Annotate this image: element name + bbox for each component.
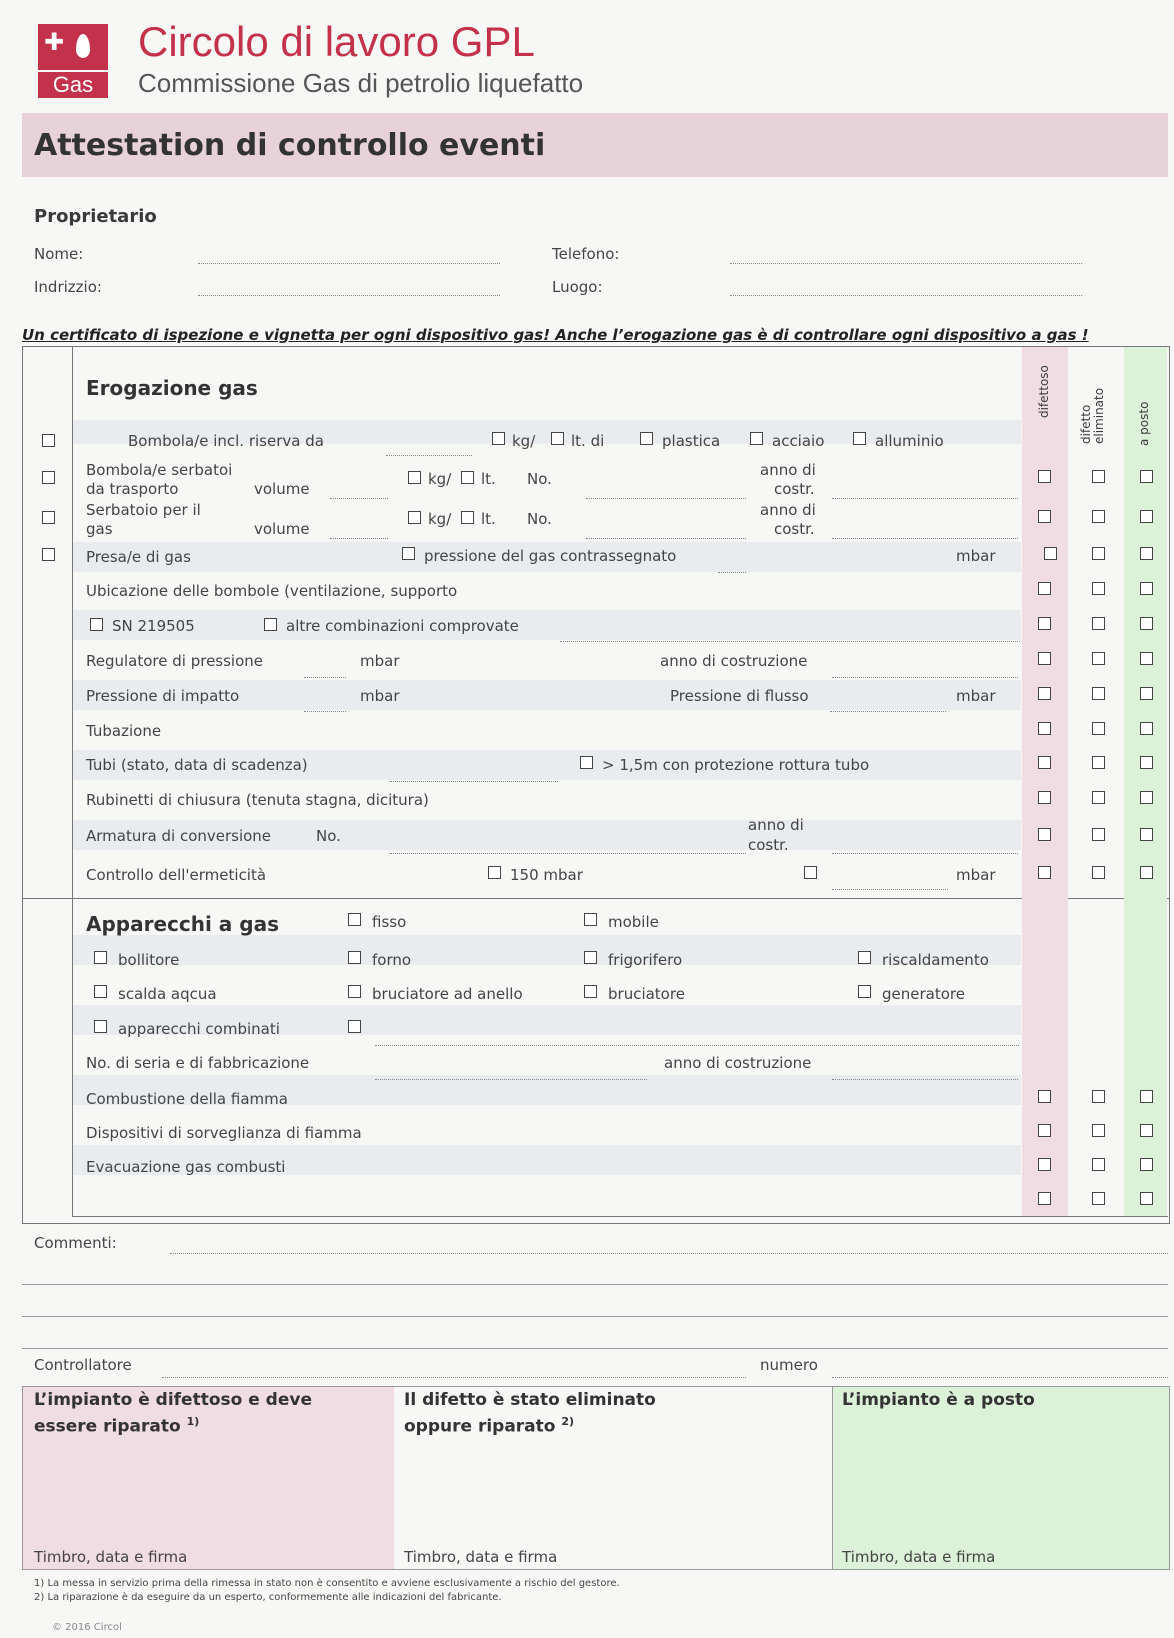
device-checkbox[interactable] <box>94 1020 107 1033</box>
brand-logo <box>38 24 108 98</box>
volume-field[interactable] <box>330 497 388 499</box>
eliminated-checkbox[interactable] <box>1092 687 1105 700</box>
signature-title-ok: L’impianto è a posto <box>842 1390 1035 1410</box>
other-combos-label: altre combinazioni comprovate <box>286 617 519 635</box>
number-label: numero <box>760 1356 818 1374</box>
defective-checkbox[interactable] <box>1038 1090 1051 1103</box>
phone-label: Telefono: <box>552 245 620 263</box>
year-label: anno di costruzione <box>660 652 808 670</box>
device-checkbox[interactable] <box>584 951 597 964</box>
year-label: anno di costruzione <box>664 1054 812 1072</box>
ok-checkbox[interactable] <box>1140 510 1153 523</box>
kg-checkbox[interactable] <box>408 511 421 524</box>
row-band <box>73 935 1021 965</box>
name-label: Nome: <box>34 245 84 263</box>
serbatoio-label-2: gas <box>86 520 113 538</box>
device-label: bruciatore ad anello <box>372 985 523 1003</box>
defective-checkbox[interactable] <box>1038 687 1051 700</box>
other-combos-field[interactable] <box>560 640 1020 642</box>
eliminated-checkbox[interactable] <box>1092 510 1105 523</box>
ok-checkbox[interactable] <box>1140 828 1153 841</box>
eliminated-checkbox[interactable] <box>1092 722 1105 735</box>
other-device-checkbox[interactable] <box>348 1020 361 1033</box>
defective-checkbox[interactable] <box>1038 756 1051 769</box>
footnote-ref: 2) <box>561 1415 575 1428</box>
plastica-checkbox[interactable] <box>640 432 653 445</box>
eliminated-checkbox[interactable] <box>1092 1090 1105 1103</box>
regolatore-label: Regulatore di pressione <box>86 652 264 670</box>
armatura-label: Armatura di conversione <box>86 827 272 845</box>
phone-field[interactable] <box>730 262 1082 264</box>
device-label: forno <box>372 951 412 969</box>
volume-label: volume <box>254 520 310 538</box>
trasporto-label-1: Bombola/e serbatoi <box>86 461 233 479</box>
pressure-marked-label: pressione del gas contrassegnato <box>424 547 677 565</box>
check-label: Combustione della fiamma <box>86 1090 288 1108</box>
eliminated-checkbox[interactable] <box>1092 617 1105 630</box>
form-title: Attestation di controllo eventi <box>34 128 546 163</box>
row-checkbox[interactable] <box>42 471 55 484</box>
rubinetti-label: Rubinetti di chiusura (tenuta stagna, dicitura) <box>86 791 429 809</box>
defective-checkbox[interactable] <box>1038 866 1051 879</box>
device-checkbox[interactable] <box>858 985 871 998</box>
acciaio-label: acciaio <box>772 432 825 450</box>
ok-checkbox[interactable] <box>1140 866 1153 879</box>
year-label-2: costr. <box>774 520 815 538</box>
owner-heading: Proprietario <box>34 206 157 227</box>
ok-checkbox[interactable] <box>1140 582 1153 595</box>
flow-field[interactable] <box>830 710 946 712</box>
kg-label: kg/ <box>428 470 452 488</box>
serial-label: No. di seria e di fabbricazione <box>86 1054 310 1072</box>
kg-label: kg/ <box>428 510 452 528</box>
comments-label: Commenti: <box>34 1234 117 1252</box>
device-label: scalda aqcua <box>118 985 217 1003</box>
volume-field[interactable] <box>330 537 388 539</box>
armatura-no-field[interactable] <box>390 852 746 854</box>
device-checkbox[interactable] <box>94 951 107 964</box>
ermeticita-label: Controllo dell'ermeticità <box>86 866 267 884</box>
signature-title-text: L’impianto è difettoso e deve essere riparato <box>34 1390 312 1437</box>
ok-checkbox[interactable] <box>1140 652 1153 665</box>
impatto-field[interactable] <box>304 710 346 712</box>
no-field[interactable] <box>586 537 746 539</box>
eliminated-checkbox[interactable] <box>1092 547 1105 560</box>
ok-checkbox[interactable] <box>1140 756 1153 769</box>
controller-label: Controllatore <box>34 1356 132 1374</box>
150mbar-label: 150 mbar <box>510 866 583 884</box>
device-checkbox[interactable] <box>348 951 361 964</box>
alluminio-checkbox[interactable] <box>853 432 866 445</box>
defective-checkbox[interactable] <box>1038 1192 1051 1205</box>
comments-line <box>22 1284 1168 1285</box>
device-checkbox[interactable] <box>858 951 871 964</box>
check-label: Evacuazione gas combusti <box>86 1158 286 1176</box>
ok-checkbox[interactable] <box>1140 617 1153 630</box>
year-label-1: anno di <box>760 461 816 479</box>
year-label-1: anno di <box>748 816 804 834</box>
ok-checkbox[interactable] <box>1140 722 1153 735</box>
no-label: No. <box>316 827 341 845</box>
signature-sign-label: Timbro, data e firma <box>404 1548 558 1566</box>
kg-label: kg/ <box>512 432 536 450</box>
controller-field[interactable] <box>162 1376 746 1378</box>
kg-checkbox[interactable] <box>408 471 421 484</box>
ok-checkbox[interactable] <box>1140 547 1153 560</box>
defective-checkbox[interactable] <box>1038 791 1051 804</box>
signature-box-ok <box>832 1386 1170 1570</box>
device-checkbox[interactable] <box>348 985 361 998</box>
defective-checkbox[interactable] <box>1038 828 1051 841</box>
row-checkbox[interactable] <box>42 548 55 561</box>
alluminio-label: alluminio <box>875 432 944 450</box>
device-label: riscaldamento <box>882 951 989 969</box>
bombola-label: Bombola/e incl. riserva da <box>128 432 324 450</box>
presa-label: Presa/e di gas <box>86 548 191 566</box>
year-field[interactable] <box>832 1078 1018 1080</box>
hose-protection-checkbox[interactable] <box>580 756 593 769</box>
eliminated-checkbox[interactable] <box>1092 1192 1105 1205</box>
flow-label: Pressione di flusso <box>670 687 809 705</box>
table-bottom-line <box>72 1216 1168 1217</box>
warning-text: Un certificato di ispezione e vignetta per ogni dispositivo gas! Anche l’erogazione gas è di controllare ogni dispositivo a gas ! <box>22 326 1089 344</box>
col-header-defective: difettoso <box>1037 365 1051 418</box>
eliminated-checkbox[interactable] <box>1092 866 1105 879</box>
check-label: Dispositivi di sorveglianza di fiamma <box>86 1124 362 1142</box>
fisso-checkbox[interactable] <box>348 913 361 926</box>
eliminated-checkbox[interactable] <box>1092 828 1105 841</box>
150mbar-checkbox[interactable] <box>488 866 501 879</box>
ok-checkbox[interactable] <box>1140 791 1153 804</box>
plastica-label: plastica <box>662 432 721 450</box>
acciaio-checkbox[interactable] <box>750 432 763 445</box>
ok-checkbox[interactable] <box>1140 470 1153 483</box>
defective-checkbox[interactable] <box>1038 722 1051 735</box>
comments-line <box>22 1348 1168 1349</box>
footnote-ref: 1) <box>186 1415 200 1428</box>
kg-checkbox[interactable] <box>492 432 505 445</box>
footnote-2: 2) La riparazione è da eseguire da un esperto, conformemente alle indicazioni del fabricante. <box>34 1592 502 1603</box>
hose-protection-label: > 1,5m con protezione rottura tubo <box>602 756 870 774</box>
device-label: generatore <box>882 985 965 1003</box>
swiss-cross-icon: ✚ <box>44 28 65 56</box>
other-pressure-field[interactable] <box>832 888 948 890</box>
ok-checkbox[interactable] <box>1140 687 1153 700</box>
device-label: bruciatore <box>608 985 685 1003</box>
lt-checkbox[interactable] <box>461 511 474 524</box>
section-apparecchi-heading: Apparecchi a gas <box>86 912 279 936</box>
lt-checkbox[interactable] <box>461 471 474 484</box>
device-label: apparecchi combinati <box>118 1020 280 1038</box>
year-label-2: costr. <box>748 836 789 854</box>
sn-label: SN 219505 <box>112 617 195 635</box>
eliminated-checkbox[interactable] <box>1092 1158 1105 1171</box>
defective-checkbox[interactable] <box>1044 547 1057 560</box>
mobile-label: mobile <box>608 913 659 931</box>
defective-checkbox[interactable] <box>1038 617 1051 630</box>
volume-label: volume <box>254 480 310 498</box>
copyright: © 2016 Circol <box>52 1622 122 1633</box>
signature-sign-label: Timbro, data e firma <box>842 1548 996 1566</box>
mbar-label: mbar <box>956 687 996 705</box>
defective-checkbox[interactable] <box>1038 582 1051 595</box>
defective-checkbox[interactable] <box>1038 510 1051 523</box>
year-field[interactable] <box>832 852 1018 854</box>
ok-checkbox[interactable] <box>1140 1192 1153 1205</box>
lt-label: lt. <box>481 510 496 528</box>
ubicazione-label: Ubicazione delle bombole (ventilazione, supporto <box>86 582 458 600</box>
section-erogazione-heading: Erogazione gas <box>86 376 258 400</box>
section-divider <box>22 898 1170 899</box>
fisso-label: fisso <box>372 913 407 931</box>
tubi-label: Tubi (stato, data di scadenza) <box>86 756 308 774</box>
year-field[interactable] <box>832 676 1018 678</box>
eliminated-checkbox[interactable] <box>1092 791 1105 804</box>
no-label: No. <box>527 510 552 528</box>
regolatore-field[interactable] <box>304 676 346 678</box>
col-header-ok: a posto <box>1137 401 1151 446</box>
mbar-label: mbar <box>956 866 996 884</box>
pressure-marked-checkbox[interactable] <box>402 547 415 560</box>
trasporto-label-2: da trasporto <box>86 480 179 498</box>
sn-checkbox[interactable] <box>90 618 103 631</box>
eliminated-checkbox[interactable] <box>1092 756 1105 769</box>
mbar-label: mbar <box>956 547 996 565</box>
device-label: bollitore <box>118 951 180 969</box>
no-field[interactable] <box>586 497 746 499</box>
year-label-1: anno di <box>760 501 816 519</box>
defective-checkbox[interactable] <box>1038 1124 1051 1137</box>
eliminated-checkbox[interactable] <box>1092 1124 1105 1137</box>
lt-checkbox[interactable] <box>551 432 564 445</box>
ok-checkbox[interactable] <box>1140 1090 1153 1103</box>
defective-checkbox[interactable] <box>1038 1158 1051 1171</box>
place-field[interactable] <box>730 294 1082 296</box>
bombola-field[interactable] <box>386 454 472 456</box>
footnote-1: 1) La messa in servizio prima della rimessa in stato non è consentito e avviene esclusivamente a rischio del gestore. <box>34 1578 620 1589</box>
tubazione-label: Tubazione <box>86 722 162 740</box>
row-checkbox[interactable] <box>42 511 55 524</box>
device-checkbox[interactable] <box>94 985 107 998</box>
year-label-2: costr. <box>774 480 815 498</box>
lt-label: lt. di <box>571 432 605 450</box>
comments-field[interactable] <box>170 1252 1168 1254</box>
mbar-label: mbar <box>360 652 400 670</box>
brand-subtitle: Commissione Gas di petrolio liquefatto <box>138 68 584 98</box>
number-field[interactable] <box>832 1376 1168 1378</box>
name-field[interactable] <box>198 262 500 264</box>
logo-text: Gas <box>38 72 108 98</box>
col-header-eliminated: difetto eliminato <box>1079 387 1106 444</box>
ok-checkbox[interactable] <box>1140 1124 1153 1137</box>
year-field[interactable] <box>832 537 1018 539</box>
mobile-checkbox[interactable] <box>584 913 597 926</box>
tubi-field[interactable] <box>390 780 558 782</box>
row-checkbox[interactable] <box>42 434 55 447</box>
impatto-label: Pressione di impatto <box>86 687 240 705</box>
lt-label: lt. <box>481 470 496 488</box>
other-pressure-checkbox[interactable] <box>804 866 817 879</box>
pressure-field[interactable] <box>718 571 746 573</box>
ok-checkbox[interactable] <box>1140 1158 1153 1171</box>
signature-title-text: Il difetto è stato eliminato oppure riparato <box>404 1390 656 1437</box>
row-band <box>73 610 1021 640</box>
comments-line <box>22 1316 1168 1317</box>
no-label: No. <box>527 470 552 488</box>
year-field[interactable] <box>832 497 1018 499</box>
signature-sign-label: Timbro, data e firma <box>34 1548 188 1566</box>
eliminated-checkbox[interactable] <box>1092 470 1105 483</box>
address-field[interactable] <box>198 294 500 296</box>
place-label: Luogo: <box>552 278 603 296</box>
device-checkbox[interactable] <box>584 985 597 998</box>
signature-title-defective <box>34 1389 374 1438</box>
defective-checkbox[interactable] <box>1038 470 1051 483</box>
defective-checkbox[interactable] <box>1038 652 1051 665</box>
signature-title-eliminated <box>404 1389 704 1438</box>
eliminated-checkbox[interactable] <box>1092 652 1105 665</box>
other-device-field[interactable] <box>375 1044 1019 1046</box>
serial-field[interactable] <box>375 1078 647 1080</box>
eliminated-checkbox[interactable] <box>1092 582 1105 595</box>
mbar-label: mbar <box>360 687 400 705</box>
brand-title: Circolo di lavoro GPL <box>138 18 535 65</box>
serbatoio-label-1: Serbatoio per il <box>86 501 201 519</box>
flame-icon <box>76 34 90 58</box>
other-combos-checkbox[interactable] <box>264 618 277 631</box>
device-label: frigorifero <box>608 951 683 969</box>
address-label: Indrizzio: <box>34 278 102 296</box>
